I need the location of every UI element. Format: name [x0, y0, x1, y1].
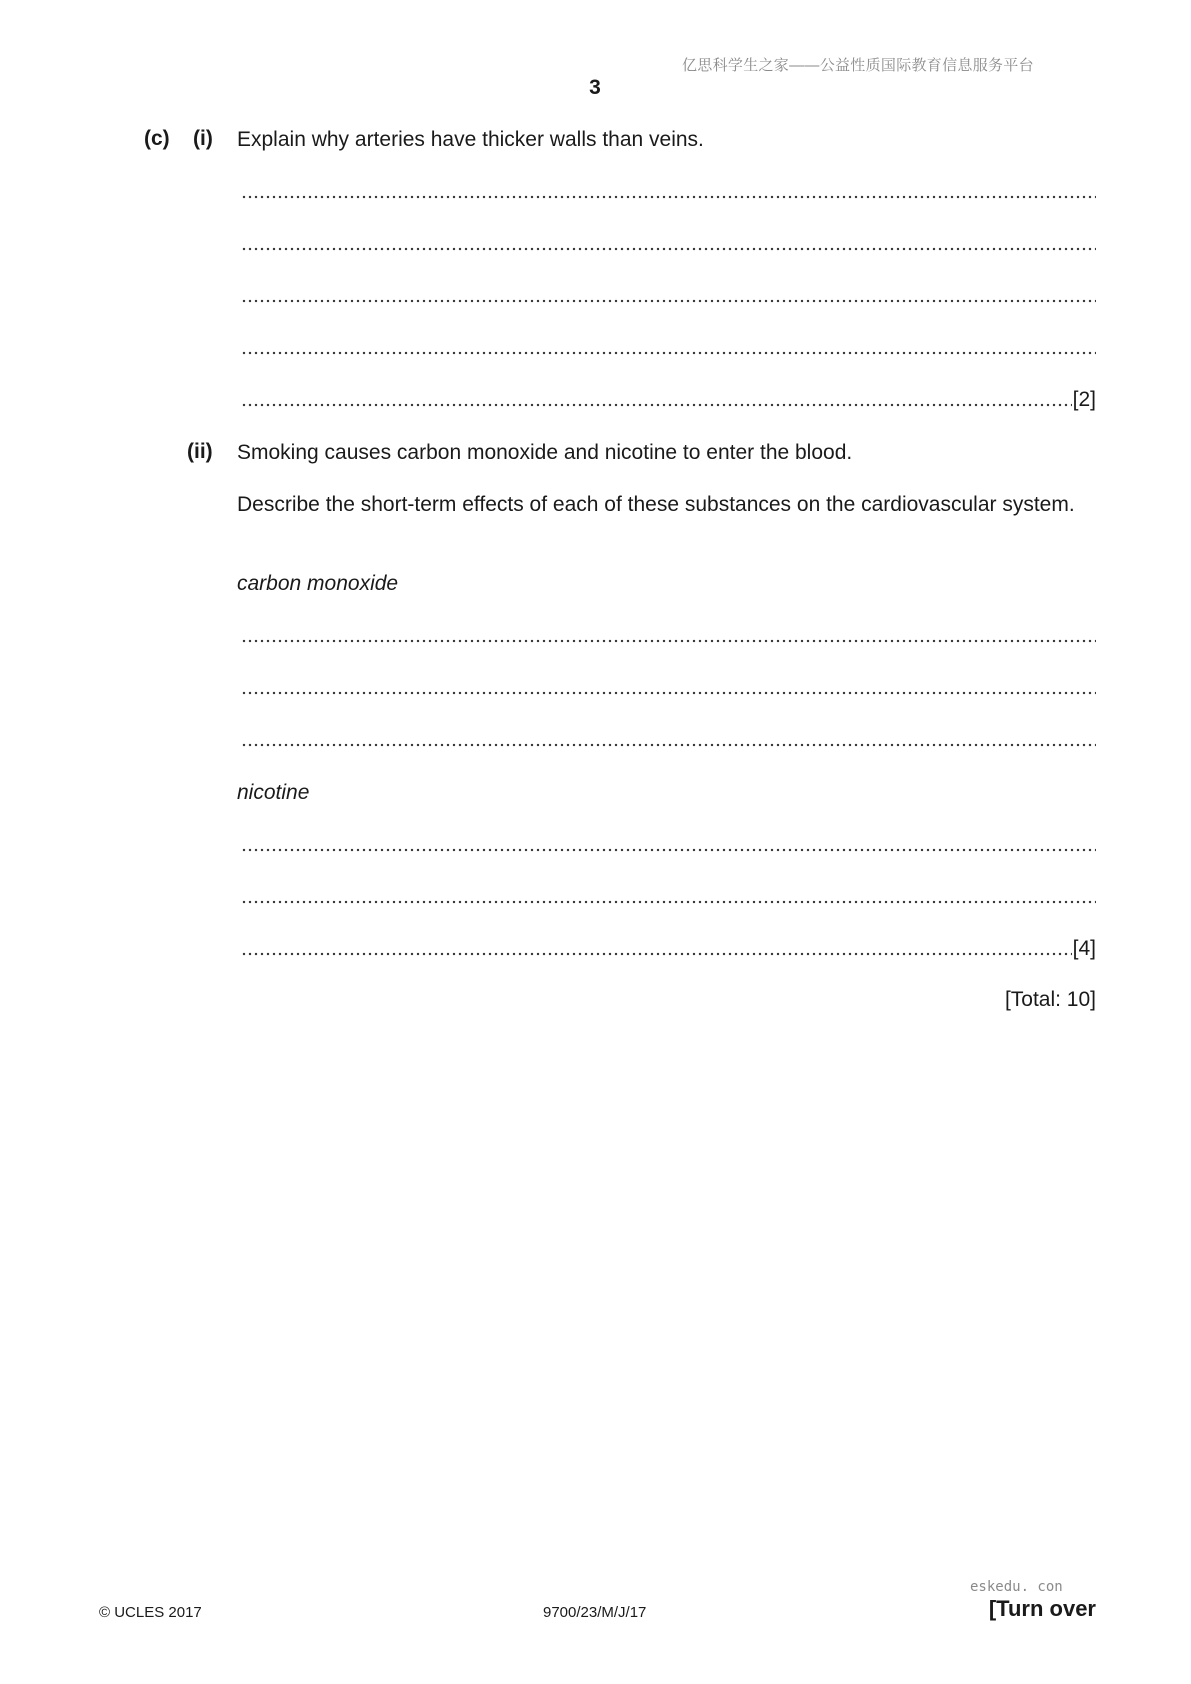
dotted-line	[241, 297, 1096, 305]
answer-line[interactable]	[241, 937, 1096, 961]
total-marks: [Total: 10]	[1004, 988, 1096, 1011]
subpart-ii-label: (ii)	[187, 440, 213, 463]
site-watermark: eskedu. con	[970, 1579, 1063, 1595]
answer-line[interactable]	[241, 284, 1096, 308]
subheading-nicotine: nicotine	[237, 781, 310, 804]
question-part-label: (c)	[144, 127, 170, 150]
dotted-line	[241, 193, 1096, 201]
copyright: © UCLES 2017	[99, 1604, 202, 1621]
answer-line[interactable]	[241, 336, 1096, 360]
answer-line[interactable]	[241, 180, 1096, 204]
paper-code: 9700/23/M/J/17	[543, 1604, 647, 1621]
answer-line[interactable]	[241, 624, 1096, 648]
subpart-ii-instruction: Describe the short-term effects of each of these substances on the cardiovascular system.	[237, 493, 1075, 516]
answer-line[interactable]	[241, 232, 1096, 256]
answer-line[interactable]	[241, 833, 1096, 857]
header-watermark: 亿思科学生之家——公益性质国际教育信息服务平台	[682, 57, 1034, 74]
dotted-line	[241, 245, 1096, 253]
marks-allocation: [4]	[1072, 937, 1096, 960]
answer-line[interactable]	[241, 388, 1096, 412]
subpart-ii-prompt: Smoking causes carbon monoxide and nicotine to enter the blood.	[237, 441, 853, 464]
dotted-line	[241, 741, 1096, 749]
marks-allocation: [2]	[1072, 388, 1096, 411]
dotted-line	[241, 950, 1072, 958]
answer-line[interactable]	[241, 885, 1096, 909]
dotted-line	[241, 637, 1096, 645]
subheading-carbon-monoxide: carbon monoxide	[237, 572, 399, 595]
dotted-line	[241, 898, 1096, 906]
page-number: 3	[589, 76, 601, 99]
dotted-line	[241, 846, 1096, 854]
answer-line[interactable]	[241, 676, 1096, 700]
dotted-line	[241, 689, 1096, 697]
subpart-i-prompt: Explain why arteries have thicker walls than veins.	[237, 128, 704, 151]
dotted-line	[241, 401, 1072, 409]
subpart-i-label: (i)	[193, 127, 213, 150]
turn-over: [Turn over	[988, 1596, 1096, 1621]
dotted-line	[241, 349, 1096, 357]
answer-line[interactable]	[241, 728, 1096, 752]
